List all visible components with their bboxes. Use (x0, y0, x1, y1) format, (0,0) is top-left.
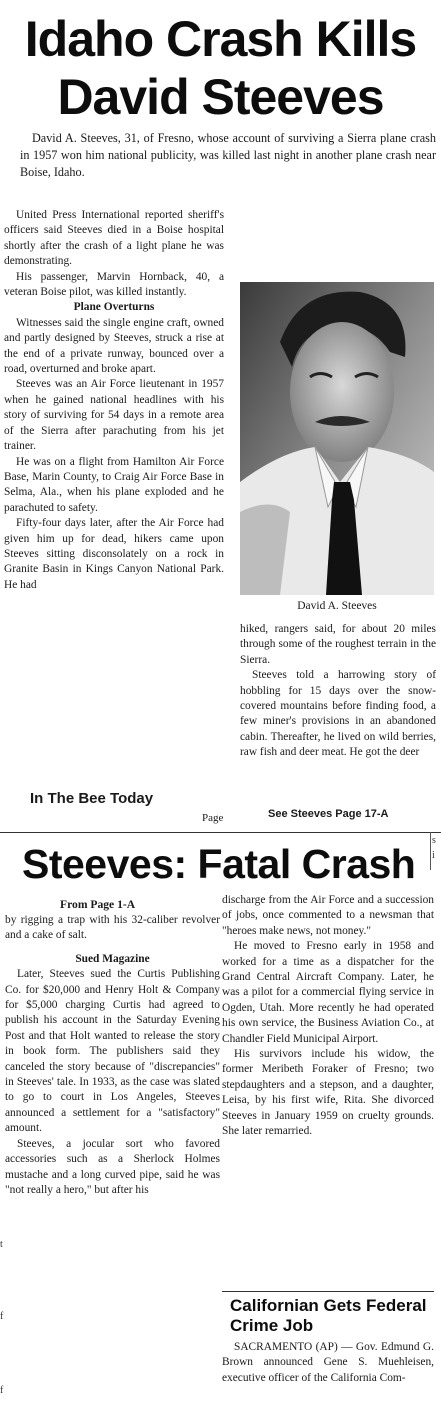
article-column-4 (222, 893, 434, 1140)
paragraph: He moved to Fresno early in 1958 and worked for a time as a dispatcher for the Grand Central Aircraft Company. Later, he was a pilot for a commercial flying service in Ogden, Utah. More recently he had operated his own service, the Business Aviation Co., at Chandler Field Municipal Airport. (222, 940, 434, 1045)
paragraph: SACRAMENTO (AP) — Gov. Edmund G. Brown announced Gene S. Muehleisen, executive officer of the California Com- (222, 1341, 434, 1384)
lead-paragraph: David A. Steeves, 31, of Fresno, whose account of surviving a Sierra plane crash in 1957 won him national publicity, was killed last night in another plane crash near Boise, Idaho. (20, 131, 436, 179)
spacer (5, 944, 220, 952)
cut-edge-text: t (0, 1239, 3, 1250)
cut-edge-text: f (0, 1385, 4, 1396)
article-column-3 (5, 913, 220, 1198)
paragraph: hiked, rangers said, for about 20 miles through some of the roughest terrain in the Sierra. (240, 623, 436, 666)
page-label: Page (202, 812, 224, 824)
article-column-5 (222, 1340, 434, 1386)
jump-line: See Steeves Page 17-A (268, 808, 389, 820)
paragraph: Fifty-four days later, after the Air Force had given him up for dead, hikers came upon Steeves sitting disconsolately on a rock in Granite Basin in Kings Canyon National Park. He had (4, 517, 224, 591)
cut-edge-text: s (432, 835, 436, 846)
paragraph: Witnesses said the single engine craft, owned and partly designed by Steeves, struck a rise at the end of a private runway, bounced over a road, overturned and broke apart. (4, 316, 224, 376)
paragraph: He was on a flight from Hamilton Air Force Base, Marin County, to Craig Air Force Base in Selma, Ala., when his plane exploded and he parachuted to safety. (4, 455, 224, 514)
headline-fatal-crash: Steeves: Fatal Crash (22, 841, 416, 887)
column-rule (430, 832, 431, 870)
paragraph: His passenger, Marvin Hornback, 40, a veteran Boise pilot, was killed instantly. (4, 270, 224, 299)
article-column-1 (4, 208, 224, 593)
subhead-sued-magazine: Sued Magazine (75, 952, 150, 965)
paragraph: Steeves, a jocular sort who favored accessories such as a Sherlock Holmes mustache and a long curved pipe, said he was "not really a hero," but after his (5, 1137, 220, 1196)
paragraph: United Press International reported sheriff's officers said Steeves died in a Boise hospital shortly after the crash of a light plane he was demonstrating. (4, 209, 224, 268)
in-the-bee-today-teaser: In The Bee Today (30, 790, 154, 807)
headline-idaho-crash: Idaho Crash Kills David Steeves (24, 11, 417, 125)
cut-edge-text: f (0, 1311, 4, 1322)
article-column-2 (240, 622, 436, 761)
photo-caption: David A. Steeves (297, 600, 377, 612)
paragraph: by rigging a trap with his 32-caliber revolver and a cake of salt. (5, 914, 220, 942)
paragraph: discharge from the Air Force and a succession of jobs, once commented to a newsman that "heroes make news, not money." (222, 894, 434, 937)
paragraph: Later, Steeves sued the Curtis Publishing Co. for $20,000 and Henry Holt & Company for $5,000 charging Curtis had agreed to publish his account in the Saturday Evening Post and that Holt wanted to release the story in book form. The publishers said they canceled the story because of "discrepancies" in Steeves' tale. In 1933, as the case was slated to go to court in Los Angeles, Steeves announced a settlement for a "satisfactory" amount. (5, 968, 220, 1135)
subhead-plane-overturns: Plane Overturns (73, 301, 155, 314)
cut-edge-text: i (432, 850, 435, 861)
paragraph: His survivors include his widow, the former Meribeth Foraker of Fresno; two stepdaughters and a stepson, and a daughter, Leisa, by his first wife, Rita. She divorced Steeves in January 1959 on cruelty grounds. She later remarried. (222, 1048, 434, 1138)
story-divider (222, 1291, 434, 1292)
from-page-line: From Page 1-A (60, 898, 136, 911)
paragraph: Steeves was an Air Force lieutenant in 1957 when he gained national headlines with his story of surviving for 54 days in a remote area of the Sierra after parachuting from his jet trainer. (4, 378, 224, 453)
clipping-divider (0, 832, 441, 833)
headline-federal-crime-job: Californian Gets Federal Crime Job (230, 1296, 427, 1335)
portrait-photo (240, 282, 434, 595)
paragraph: Steeves told a harrowing story of hobbling for 15 days over the snow-covered mountains before finding food, a few miner's provisions in an abandoned cabin. Thereafter, he lived on wild berries, raw fish and deer meat. He got the deer (240, 669, 436, 759)
